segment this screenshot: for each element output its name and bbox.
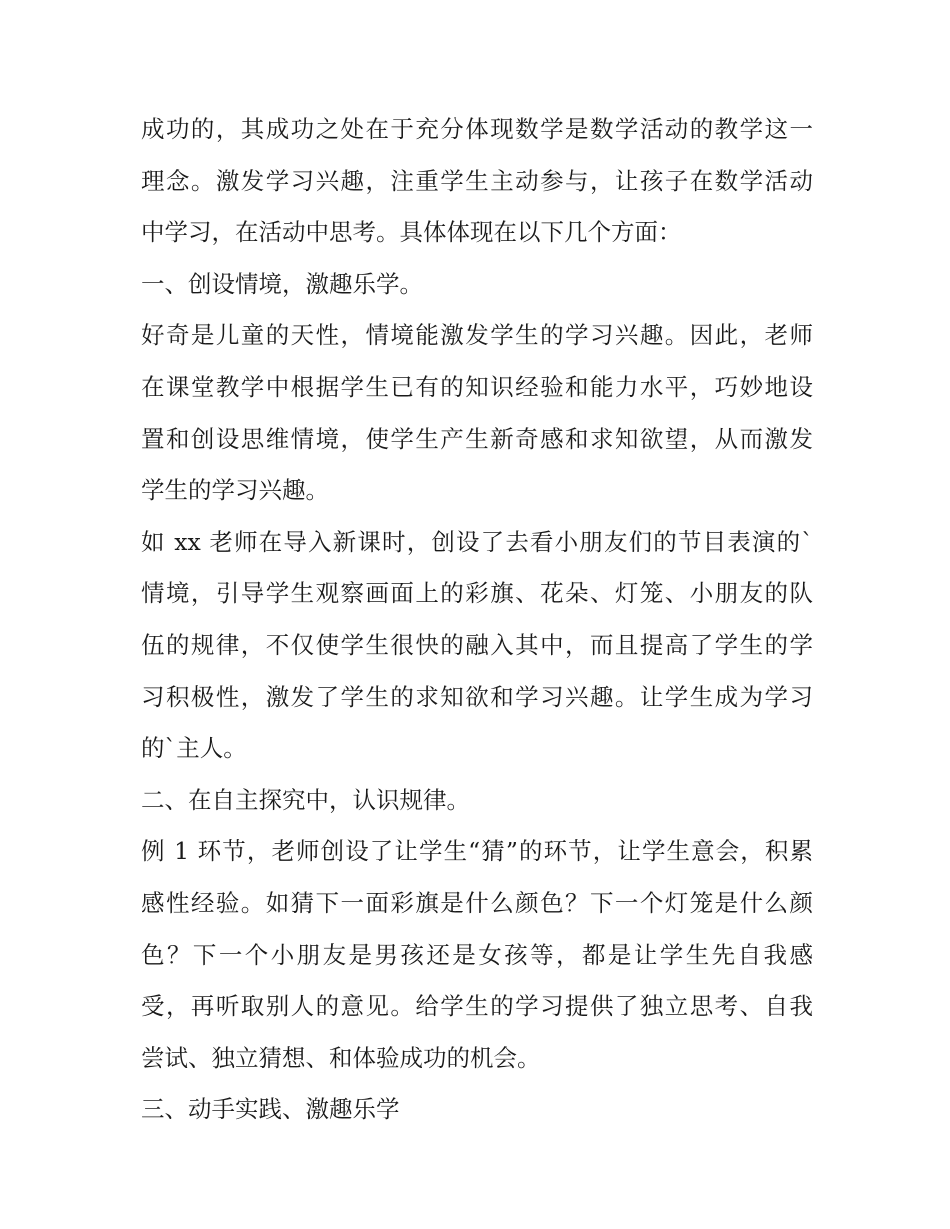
text-line-3: 中学习，在活动中思考。具体体现在以下几个方面： [141, 218, 682, 247]
text-line-12: 习积极性，激发了学生的求知欲和学习兴趣。让学生成为学习 [141, 682, 813, 711]
text-line-7: 置和创设思维情境，使学生产生新奇感和求知欲望，从而激发 [141, 424, 813, 453]
text-line-20: 三、动手实践、激趣乐学 [141, 1095, 400, 1124]
text-line-13: 的`主人。 [141, 734, 247, 763]
text-line-10: 情境，引导学生观察画面上的彩旗、花朵、灯笼、小朋友的队 [141, 579, 813, 608]
text-line-2: 理念。激发学习兴趣，注重学生主动参与，让孩子在数学活动 [141, 166, 813, 195]
text-line-9: 如 xx 老师在导入新课时，创设了去看小朋友们的节目表演的` [141, 527, 813, 556]
text-line-18: 受，再听取别人的意见。给学生的学习提供了独立思考、自我 [141, 992, 813, 1021]
text-line-11: 伍的规律，不仅使学生很快的融入其中，而且提高了学生的学 [141, 630, 813, 659]
text-line-17: 色？下一个小朋友是男孩还是女孩等，都是让学生先自我感 [141, 940, 813, 969]
text-line-4: 一、创设情境，激趣乐学。 [141, 269, 423, 298]
text-line-5: 好奇是儿童的天性，情境能激发学生的学习兴趣。因此，老师 [141, 321, 813, 350]
text-line-14: 二、在自主探究中，认识规律。 [141, 785, 470, 814]
text-line-15: 例 1 环节，老师创设了让学生“猜”的环节，让学生意会，积累 [141, 837, 813, 866]
text-line-19: 尝试、独立猜想、和体验成功的机会。 [141, 1043, 541, 1072]
text-line-1: 成功的，其成功之处在于充分体现数学是数学活动的教学这一 [141, 115, 813, 143]
text-line-6: 在课堂教学中根据学生已有的知识经验和能力水平，巧妙地设 [141, 372, 813, 401]
text-line-16: 感性经验。如猜下一面彩旗是什么颜色？下一个灯笼是什么颜 [141, 888, 813, 917]
text-line-8: 学生的学习兴趣。 [141, 476, 329, 505]
document-body [141, 104, 813, 1136]
